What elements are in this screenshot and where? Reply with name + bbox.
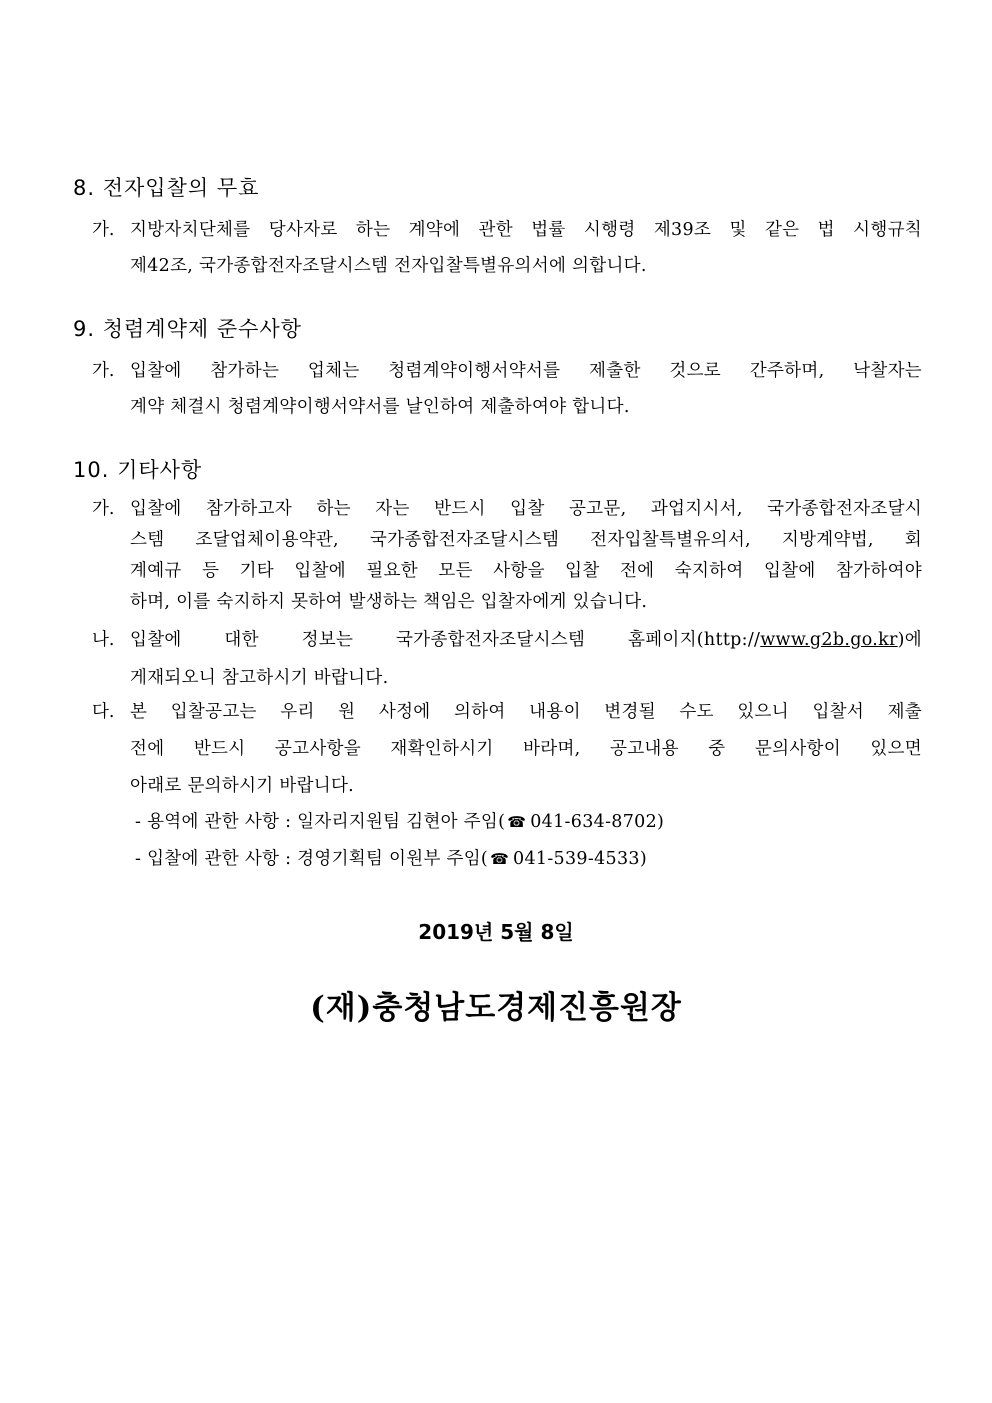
g2b-website-link[interactable]: www.g2b.go.kr xyxy=(760,630,898,650)
phone-icon: ☎ xyxy=(490,850,510,868)
section-9-item-ga xyxy=(92,353,922,425)
contact-label: - 용역에 관한 사항 : 일자리지원팀 김현아 주임( xyxy=(135,812,506,832)
contact-service xyxy=(135,808,664,833)
item-line: 하며, 이를 숙지하지 못하여 발생하는 책임은 입찰자에게 있습니다. xyxy=(130,592,648,612)
section-10-item-da xyxy=(92,694,922,805)
item-line: 스템 조달업체이용약관, 국가종합전자조달시스템 전자입찰특별유의서, 지방계약법, 회 xyxy=(130,530,922,550)
item-line: 계약 체결시 청렴계약이행서약서를 날인하여 제출하여야 합니다. xyxy=(130,397,630,417)
contact-label: - 입찰에 관한 사항 : 경영기획팀 이원부 주임( xyxy=(135,849,489,869)
contact-close: ) xyxy=(639,849,647,869)
section-10-item-na xyxy=(92,621,922,697)
item-marker: 가. xyxy=(92,220,115,240)
section-8-item-ga xyxy=(92,212,922,284)
item-line: 계예규 등 기타 입찰에 필요한 모든 사항을 입찰 전에 숙지하여 입찰에 참가하여야 xyxy=(130,561,922,581)
item-line: 아래로 문의하시기 바랍니다. xyxy=(130,776,355,796)
organization-name: (재)충청남도경제진흥원장 xyxy=(310,990,682,1026)
item-line xyxy=(130,621,922,659)
item-text: )에 xyxy=(897,630,922,650)
section-10-item-ga xyxy=(92,494,922,618)
section-10-heading: 10. 기타사항 xyxy=(73,458,203,482)
section-9-heading: 9. 청렴계약제 준수사항 xyxy=(73,317,302,341)
item-line: 지방자치단체를 당사자로 하는 계약에 관한 법률 시행령 제39조 및 같은 법 시행규칙 xyxy=(130,220,922,240)
item-text: 입찰에 대한 정보는 국가종합전자조달시스템 홈페이지(http:// xyxy=(130,630,761,650)
item-line: 입찰에 참가하고자 하는 자는 반드시 입찰 공고문, 과업지시서, 국가종합전자조달시 xyxy=(130,499,922,519)
item-line: 본 입찰공고는 우리 원 사정에 의하여 내용이 변경될 수도 있으니 입찰서 제출 xyxy=(130,702,922,722)
phone-icon: ☎ xyxy=(507,813,527,831)
item-line: 게재되오니 참고하시기 바랍니다. xyxy=(130,668,389,688)
item-line: 입찰에 참가하는 업체는 청렴계약이행서약서를 제출한 것으로 간주하며, 낙찰자는 xyxy=(130,361,922,381)
announcement-date: 2019년 5월 8일 xyxy=(418,920,574,944)
contact-phone: 041-539-4533 xyxy=(513,849,640,869)
item-line: 전에 반드시 공고사항을 재확인하시기 바라며, 공고내용 중 문의사항이 있으면 xyxy=(130,739,922,759)
contact-phone: 041-634-8702 xyxy=(530,812,658,832)
item-marker: 가. xyxy=(92,499,115,519)
item-marker: 나. xyxy=(92,630,115,650)
item-line: 제42조, 국가종합전자조달시스템 전자입찰특별유의서에 의합니다. xyxy=(130,256,647,276)
contact-close: ) xyxy=(657,812,665,832)
item-marker: 다. xyxy=(92,702,115,722)
section-8-heading: 8. 전자입찰의 무효 xyxy=(73,176,260,200)
contact-bidding xyxy=(135,845,647,870)
item-marker: 가. xyxy=(92,361,115,381)
